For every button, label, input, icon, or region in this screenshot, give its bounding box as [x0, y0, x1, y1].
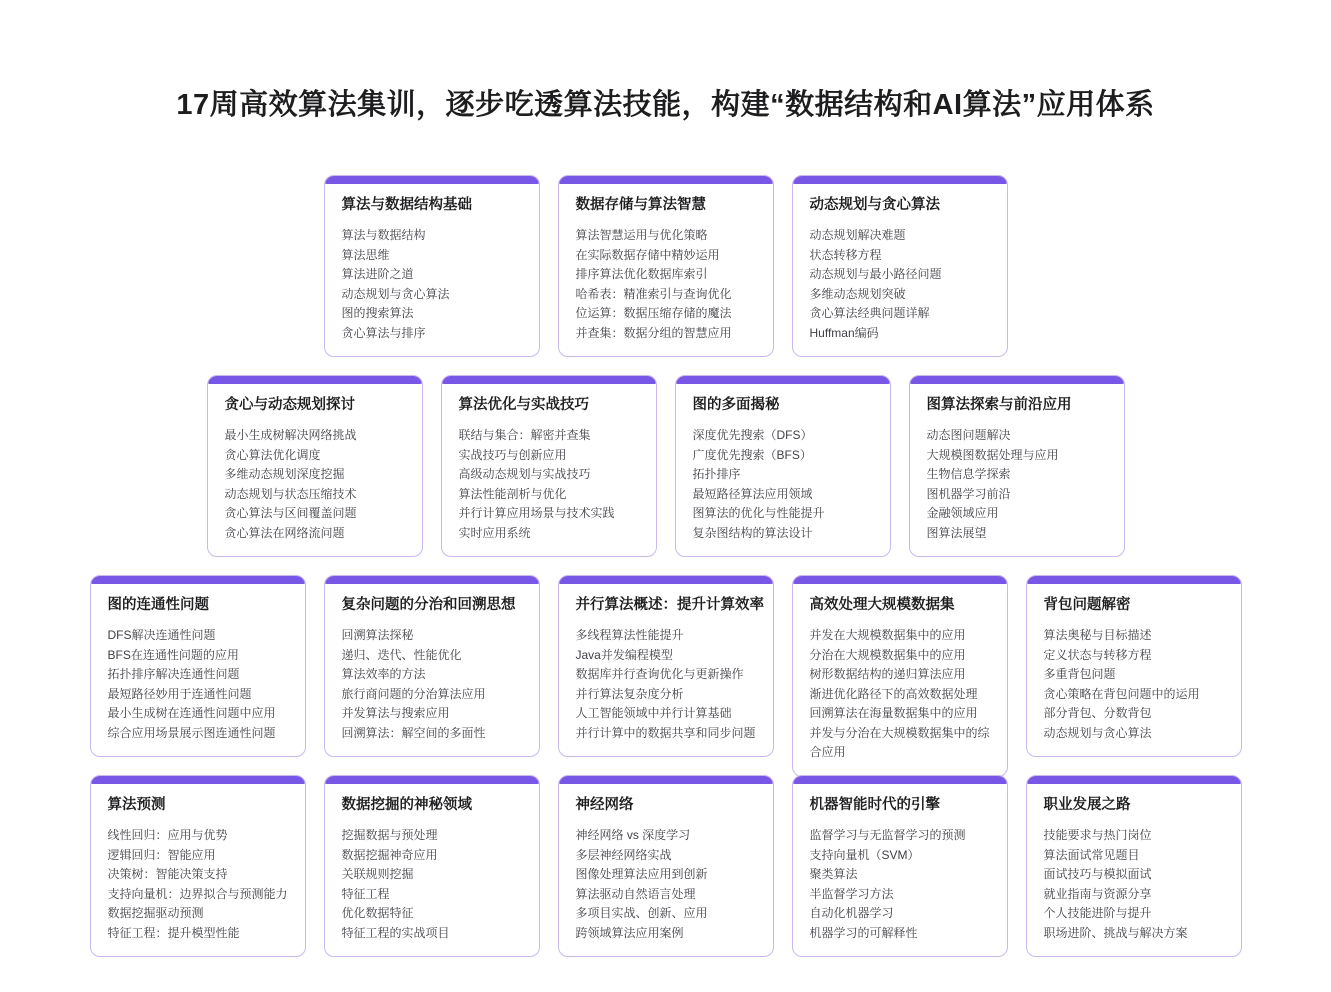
card-item: 算法与数据结构	[341, 228, 426, 242]
card-item-list	[342, 226, 530, 343]
card-item: 算法进阶之道	[341, 267, 414, 281]
card-row	[324, 175, 1008, 375]
card-body	[793, 184, 1007, 356]
card-item: 状态转移方程	[809, 247, 882, 262]
card-item: 并行计算中的数据共享和同步问题	[575, 725, 756, 740]
card-item: 高级动态规划与实战技巧	[458, 467, 591, 481]
card-item: Huffman编码	[809, 325, 879, 340]
card-item: 逻辑回归：智能应用	[107, 847, 216, 862]
card-row	[90, 775, 1242, 975]
card-item: 并发与分治在大规模数据集中的综合应用	[809, 725, 990, 759]
card-item: 个人技能进阶与提升	[1043, 906, 1152, 920]
card-item: 拓扑排序解决连通性问题	[107, 667, 240, 681]
card-item: 广度优先搜索（BFS）	[692, 447, 812, 462]
card-item: 位运算：数据压缩存储的魔法	[575, 306, 732, 320]
card-accent-bar	[559, 776, 773, 784]
card-title: 算法预测	[107, 797, 166, 813]
card-item: 哈希表：精准索引与查询优化	[575, 286, 732, 301]
course-card	[675, 375, 891, 557]
card-body	[793, 784, 1007, 956]
course-card	[1026, 775, 1242, 957]
card-item-list	[108, 826, 296, 943]
card-title: 图的连通性问题	[107, 597, 209, 613]
card-item-list	[810, 826, 998, 943]
course-card	[90, 775, 306, 957]
card-body	[325, 584, 539, 756]
card-accent-bar	[676, 376, 890, 384]
card-item: 动态规划与贪心算法	[1043, 725, 1152, 740]
card-item: 线性回归：应用与优势	[107, 828, 228, 842]
card-item: 图算法展望	[926, 525, 987, 540]
card-title: 职业发展之路	[1043, 797, 1131, 813]
card-title: 图的多面揭秘	[692, 397, 780, 413]
card-item: 监督学习与无监督学习的预测	[809, 828, 966, 842]
card-item: 并发在大规模数据集中的应用	[809, 628, 966, 642]
card-item-list	[225, 426, 413, 543]
card-item: 数据挖掘驱动预测	[107, 906, 204, 920]
card-item: 图的搜索算法	[341, 306, 414, 320]
card-body	[559, 184, 773, 356]
card-accent-bar	[1027, 576, 1241, 584]
card-item: 算法思维	[341, 247, 390, 262]
card-item: 渐进优化路径下的高效数据处理	[809, 686, 978, 701]
course-card	[324, 175, 540, 357]
card-item: 跨领域算法应用案例	[575, 925, 684, 940]
course-card	[792, 575, 1008, 777]
card-accent-bar	[793, 576, 1007, 584]
course-card	[909, 375, 1125, 557]
card-item: 动态规划与状态压缩技术	[224, 486, 357, 501]
card-item: 动态规划与最小路径问题	[809, 267, 942, 281]
card-accent-bar	[91, 776, 305, 784]
course-card	[558, 775, 774, 957]
card-item: 自动化机器学习	[809, 906, 894, 920]
card-item: 挖掘数据与预处理	[341, 828, 438, 842]
card-accent-bar	[559, 576, 773, 584]
course-card	[90, 575, 306, 757]
card-row	[90, 575, 1242, 775]
card-item: 并行算法复杂度分析	[575, 686, 684, 701]
card-item: 旅行商问题的分治算法应用	[341, 686, 486, 701]
card-item: 回溯算法探秘	[341, 628, 414, 642]
card-item: 算法效率的方法	[341, 667, 426, 681]
card-item: 算法面试常见题目	[1043, 847, 1140, 862]
card-item: 图像处理算法应用到创新	[575, 867, 708, 881]
card-item: 回溯算法在海量数据集中的应用	[809, 706, 978, 720]
course-card	[792, 175, 1008, 357]
card-item: 金融领域应用	[926, 506, 999, 520]
card-body	[676, 384, 890, 556]
card-accent-bar	[208, 376, 422, 384]
course-card	[207, 375, 423, 557]
card-item: 深度优先搜索（DFS）	[692, 428, 813, 442]
card-body	[1027, 584, 1241, 756]
card-item: 多维动态规划深度挖掘	[224, 467, 345, 481]
card-item-list	[810, 626, 998, 763]
card-accent-bar	[325, 176, 539, 184]
course-card	[558, 175, 774, 357]
card-item: 最短路径妙用于连通性问题	[107, 686, 252, 701]
card-item: 贪心算法与排序	[341, 325, 426, 340]
card-item: 生物信息学探索	[926, 467, 1011, 481]
card-title: 机器智能时代的引擎	[809, 797, 940, 813]
card-body	[208, 384, 422, 556]
card-body	[793, 584, 1007, 776]
card-item: 多层神经网络实战	[575, 847, 672, 862]
card-item: 算法智慧运用与优化策略	[575, 228, 708, 242]
card-item: 最小生成树在连通性问题中应用	[107, 706, 276, 720]
card-item: 关联规则挖掘	[341, 867, 414, 881]
card-item: 支持向量机：边界拟合与预测能力	[107, 886, 288, 901]
card-item: 综合应用场景展示图连通性问题	[107, 725, 276, 740]
card-body	[910, 384, 1124, 556]
card-item: 算法驱动自然语言处理	[575, 886, 696, 901]
card-item: 实战技巧与创新应用	[458, 447, 567, 462]
card-item-list	[810, 226, 998, 343]
card-accent-bar	[325, 576, 539, 584]
card-title: 神经网络	[575, 797, 634, 813]
course-card	[441, 375, 657, 557]
card-item: 机器学习的可解释性	[809, 925, 918, 940]
card-item-list	[342, 626, 530, 743]
card-item-list	[576, 226, 764, 343]
course-card	[792, 775, 1008, 957]
card-item: 多线程算法性能提升	[575, 628, 684, 642]
course-card	[1026, 575, 1242, 757]
card-body	[91, 784, 305, 956]
card-item-list	[1044, 626, 1232, 743]
course-card	[558, 575, 774, 757]
card-title: 数据存储与算法智慧	[575, 197, 706, 213]
card-item: 并发算法与搜索应用	[341, 706, 450, 720]
card-item: 算法性能剖析与优化	[458, 486, 567, 501]
card-accent-bar	[793, 176, 1007, 184]
card-item: 算法奥秘与目标描述	[1043, 628, 1152, 642]
card-item: 贪心算法优化调度	[224, 447, 321, 462]
card-accent-bar	[559, 176, 773, 184]
card-item: 技能要求与热门岗位	[1043, 828, 1152, 842]
card-title: 数据挖掘的神秘领域	[341, 797, 472, 813]
card-item: 实时应用系统	[458, 525, 531, 540]
card-item: 面试技巧与模拟面试	[1043, 867, 1152, 881]
card-item-list	[693, 426, 881, 543]
card-item: 贪心算法与区间覆盖问题	[224, 506, 357, 520]
card-title: 动态规划与贪心算法	[809, 197, 940, 213]
card-item: 多项目实战、创新、应用	[575, 906, 708, 920]
card-item: 贪心算法在网络流问题	[224, 525, 345, 540]
card-item-list	[576, 626, 764, 743]
course-card	[324, 775, 540, 957]
card-item-list	[1044, 826, 1232, 943]
card-item: 拓扑排序	[692, 467, 741, 481]
card-body	[559, 784, 773, 956]
page-title: 17周高效算法集训，逐步吃透算法技能，构建“数据结构和AI算法”应用体系	[176, 89, 1155, 121]
card-item-list	[459, 426, 647, 543]
card-item: 联结与集合：解密并查集	[458, 428, 591, 442]
card-item: 定义状态与转移方程	[1043, 647, 1152, 662]
card-title: 背包问题解密	[1043, 597, 1131, 613]
card-item: 并查集：数据分组的智慧应用	[575, 325, 732, 340]
card-item: 动态规划与贪心算法	[341, 286, 450, 301]
card-item: 多维动态规划突破	[809, 286, 906, 301]
card-item: 数据库并行查询优化与更新操作	[575, 667, 744, 681]
card-item: 大规模图数据处理与应用	[926, 447, 1059, 462]
card-item: 回溯算法：解空间的多面性	[341, 725, 486, 740]
card-item-list	[576, 826, 764, 943]
card-accent-bar	[910, 376, 1124, 384]
card-item: 最短路径算法应用领域	[692, 486, 813, 501]
card-title: 高效处理大规模数据集	[809, 597, 955, 613]
card-item: 递归、迭代、性能优化	[341, 647, 462, 662]
card-item: 复杂图结构的算法设计	[692, 525, 813, 540]
card-accent-bar	[91, 576, 305, 584]
card-accent-bar	[793, 776, 1007, 784]
card-accent-bar	[325, 776, 539, 784]
card-body	[559, 584, 773, 756]
card-item: 图算法的优化与性能提升	[692, 506, 825, 520]
card-item: BFS在连通性问题的应用	[107, 647, 239, 662]
card-item: 树形数据结构的递归算法应用	[809, 667, 966, 681]
card-item: 动态图问题解决	[926, 428, 1011, 442]
card-item: 最小生成树解决网络挑战	[224, 428, 357, 442]
card-item: 数据挖掘神奇应用	[341, 847, 438, 862]
card-accent-bar	[1027, 776, 1241, 784]
card-item: 特征工程	[341, 886, 390, 901]
card-row	[207, 375, 1125, 575]
card-item: 动态规划解决难题	[809, 228, 906, 242]
card-item: 排序算法优化数据库索引	[575, 267, 708, 281]
card-item: 多重背包问题	[1043, 667, 1116, 681]
card-item: 神经网络 vs 深度学习	[575, 828, 691, 842]
card-grid	[0, 175, 1331, 975]
card-body	[442, 384, 656, 556]
card-title: 图算法探索与前沿应用	[926, 397, 1072, 413]
card-item-list	[342, 826, 530, 943]
card-item: 贪心策略在背包问题中的运用	[1043, 686, 1200, 701]
card-item: 人工智能领域中并行计算基础	[575, 706, 732, 720]
card-item: 聚类算法	[809, 867, 858, 881]
card-item: 职场进阶、挑战与解决方案	[1043, 925, 1188, 940]
card-item: 部分背包、分数背包	[1043, 706, 1152, 720]
card-item: 半监督学习方法	[809, 886, 894, 901]
card-title: 贪心与动态规划探讨	[224, 397, 355, 413]
card-item: 分治在大规模数据集中的应用	[809, 647, 966, 662]
card-title: 算法优化与实战技巧	[458, 397, 589, 413]
card-item: Java并发编程模型	[575, 647, 673, 662]
card-item: 在实际数据存储中精妙运用	[575, 247, 720, 262]
course-card	[324, 575, 540, 757]
card-body	[1027, 784, 1241, 956]
card-body	[325, 784, 539, 956]
card-item: 优化数据特征	[341, 906, 414, 920]
card-title: 算法与数据结构基础	[341, 197, 472, 213]
card-item: 并行计算应用场景与技术实践	[458, 506, 615, 520]
card-item: 支持向量机（SVM）	[809, 847, 920, 862]
card-item: 就业指南与资源分享	[1043, 886, 1152, 901]
card-item: 贪心算法经典问题详解	[809, 306, 930, 320]
card-item-list	[108, 626, 296, 743]
card-title: 复杂问题的分治和回溯思想	[341, 597, 516, 613]
card-item: 特征工程：提升模型性能	[107, 925, 240, 940]
card-item: 特征工程的实战项目	[341, 925, 450, 940]
card-body	[325, 184, 539, 356]
card-item: 决策树：智能决策支持	[107, 867, 228, 881]
card-body	[91, 584, 305, 756]
card-item-list	[927, 426, 1115, 543]
card-item: 图机器学习前沿	[926, 486, 1011, 501]
card-item: DFS解决连通性问题	[107, 628, 216, 642]
card-title: 并行算法概述：提升计算效率	[575, 597, 764, 613]
card-accent-bar	[442, 376, 656, 384]
